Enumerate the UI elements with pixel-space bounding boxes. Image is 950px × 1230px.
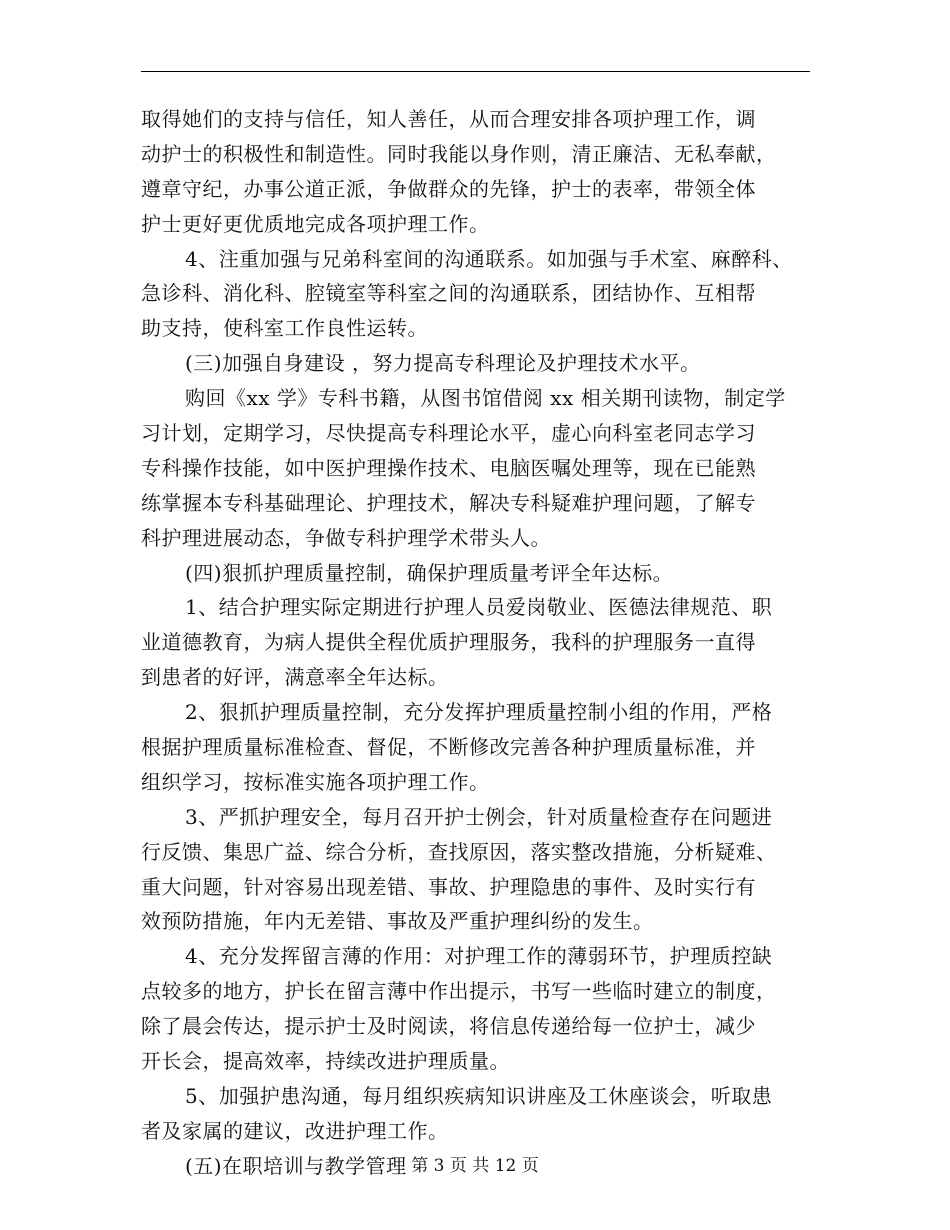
text-line: 动护士的积极性和制造性。同时我能以身作则，清正廉洁、无私奉献， <box>141 141 777 166</box>
text-line: 练掌握本专科基础理论、护理技术，解决专科疑难护理问题，了解专 <box>141 490 756 515</box>
text-line: 开长会，提高效率，持续改进护理质量。 <box>141 1049 510 1074</box>
text-line: 助支持，使科室工作良性运转。 <box>141 316 428 341</box>
paragraph <box>141 556 831 591</box>
text-line: 行反馈、集思广益、综合分析，查找原因，落实整改措施，分析疑难、 <box>141 839 777 864</box>
text-line: (三)加强自身建设 ，努力提高专科理论及护理技术水平。 <box>185 351 701 376</box>
header-rule <box>141 71 810 72</box>
paragraph <box>141 102 831 242</box>
text-line: 业道德教育，为病人提供全程优质护理服务，我科的护理服务一直得 <box>141 630 756 655</box>
text-line: 3、严抓护理安全，每月召开护士例会，针对质量检查存在问题进 <box>185 804 773 829</box>
text-line: 购回《xx 学》专科书籍，从图书馆借阅 xx 相关期刊读物，制定学 <box>185 386 786 411</box>
text-line: 习计划，定期学习，尽快提高专科理论水平，虚心向科室老同志学习 <box>141 421 756 446</box>
paragraph <box>141 346 831 381</box>
text-line: 效预防措施，年内无差错、事故及严重护理纠纷的发生。 <box>141 909 654 934</box>
text-line: 护士更好更优质地完成各项护理工作。 <box>141 211 490 236</box>
paragraph <box>141 242 831 347</box>
text-line: 4、充分发挥留言薄的作用：对护理工作的薄弱环节，护理质控缺 <box>185 944 773 969</box>
text-line: 组织学习，按标准实施各项护理工作。 <box>141 769 490 794</box>
text-line: 1、结合护理实际定期进行护理人员爱岗敬业、医德法律规范、职 <box>185 595 773 620</box>
paragraph <box>141 381 831 555</box>
text-line: 4、注重加强与兄弟科室间的沟通联系。如加强与手术室、麻醉科、 <box>185 246 793 271</box>
text-line: (五)在职培训与教学管理 <box>185 1153 407 1178</box>
text-line: 急诊科、消化科、腔镜室等科室之间的沟通联系，团结协作、互相帮 <box>141 281 756 306</box>
paragraph <box>141 1079 831 1149</box>
page-footer: 第 3 页 共 12 页 <box>411 1156 539 1176</box>
text-line: (四)狠抓护理质量控制，确保护理质量考评全年达标。 <box>185 560 674 585</box>
text-line: 取得她们的支持与信任，知人善任，从而合理安排各项护理工作，调 <box>141 107 756 131</box>
text-line: 5、加强护患沟通，每月组织疾病知识讲座及工休座谈会，听取患 <box>185 1083 773 1108</box>
text-line: 者及家属的建议，改进护理工作。 <box>141 1118 449 1143</box>
paragraph <box>141 695 831 800</box>
text-line: 重大问题，针对容易出现差错、事故、护理隐患的事件、及时实行有 <box>141 874 756 899</box>
paragraph <box>141 939 831 1079</box>
text-line: 2、狠抓护理质量控制，充分发挥护理质量控制小组的作用，严格 <box>185 700 773 725</box>
text-line: 点较多的地方，护长在留言薄中作出提示，书写一些临时建立的制度， <box>141 979 777 1004</box>
text-line: 到患者的好评，满意率全年达标。 <box>141 665 449 690</box>
text-line: 专科操作技能，如中医护理操作技术、电脑医嘱处理等，现在已能熟 <box>141 455 756 480</box>
text-line: 根据护理质量标准检查、督促，不断修改完善各种护理质量标准，并 <box>141 735 756 760</box>
document-body <box>141 102 831 1184</box>
text-line: 遵章守纪，办事公道正派，争做群众的先锋，护士的表率，带领全体 <box>141 176 756 201</box>
text-line: 除了晨会传达，提示护士及时阅读，将信息传递给每一位护士，减少 <box>141 1014 756 1039</box>
text-line: 科护理进展动态，争做专科护理学术带头人。 <box>141 525 551 550</box>
paragraph <box>141 800 831 940</box>
paragraph <box>141 590 831 695</box>
